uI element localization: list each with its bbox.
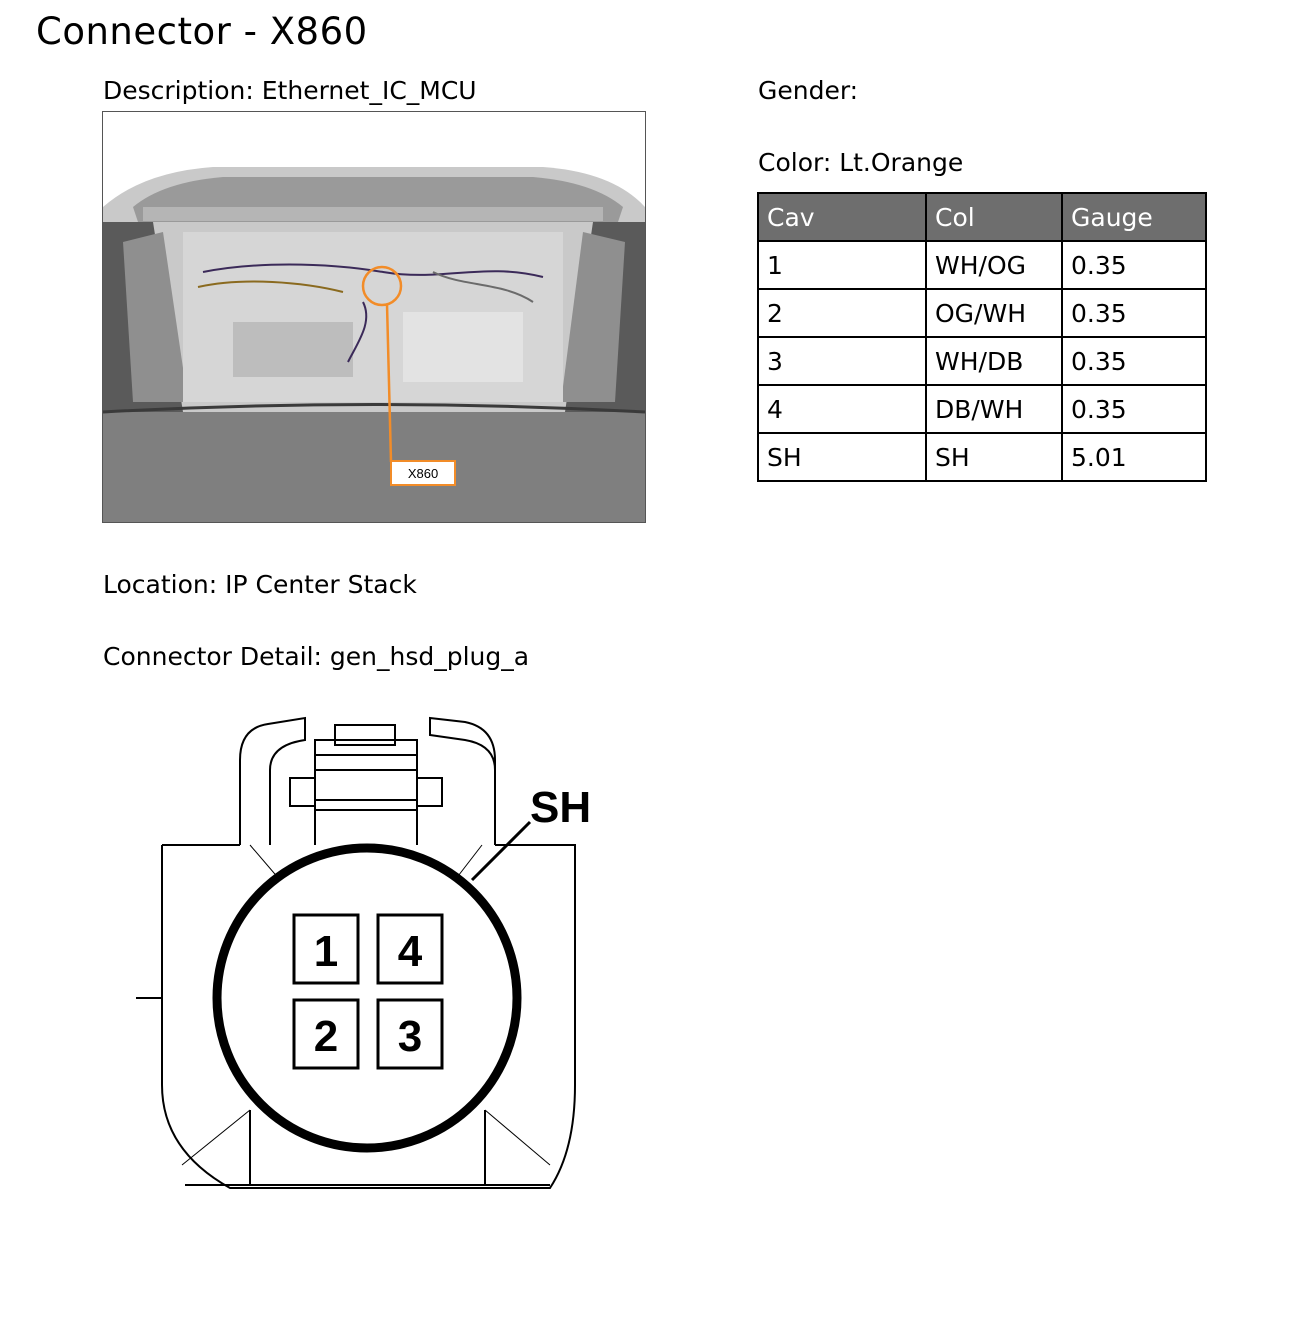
table-row (758, 289, 1206, 337)
location-photo (102, 111, 646, 523)
cav-cell: 2 (758, 289, 926, 337)
col-cell: OG/WH (926, 289, 1062, 337)
cavity-3-label: 3 (397, 1012, 423, 1061)
callout-label: X860 (407, 466, 439, 481)
col-cell: SH (926, 433, 1062, 481)
connector-detail-label: Connector Detail: gen_hsd_plug_a (103, 642, 530, 671)
col-cell: DB/WH (926, 385, 1062, 433)
table-row (758, 385, 1206, 433)
table-header-row (758, 193, 1206, 241)
cav-cell: 4 (758, 385, 926, 433)
shield-label: SH (530, 783, 592, 832)
location-label: Location: IP Center Stack (103, 570, 417, 599)
cavity-2-label: 2 (313, 1012, 339, 1061)
connector-face-diagram (120, 700, 620, 1204)
gauge-cell: 0.35 (1062, 337, 1206, 385)
table-row (758, 433, 1206, 481)
gender-label: Gender: (758, 76, 859, 105)
header-gauge: Gauge (1062, 193, 1206, 241)
cav-cell: 3 (758, 337, 926, 385)
cavity-4-label: 4 (397, 927, 423, 976)
cav-cell: SH (758, 433, 926, 481)
header-cav: Cav (758, 193, 926, 241)
header-col: Col (926, 193, 1062, 241)
table-row (758, 241, 1206, 289)
connector-drawing (120, 700, 620, 1200)
table-row (758, 337, 1206, 385)
shield-ring (217, 848, 517, 1148)
gauge-cell: 5.01 (1062, 433, 1206, 481)
color-label: Color: Lt.Orange (758, 148, 964, 177)
gauge-cell: 0.35 (1062, 241, 1206, 289)
col-cell: WH/OG (926, 241, 1062, 289)
cavity-1-label: 1 (313, 927, 339, 976)
cav-cell: 1 (758, 241, 926, 289)
description-label: Description: Ethernet_IC_MCU (103, 76, 477, 105)
shield-leader-line (472, 822, 530, 880)
pinout-table (757, 192, 1207, 482)
page-title: Connector - X860 (36, 10, 368, 53)
col-cell: WH/DB (926, 337, 1062, 385)
vehicle-interior-illustration (103, 112, 645, 522)
gauge-cell: 0.35 (1062, 289, 1206, 337)
gauge-cell: 0.35 (1062, 385, 1206, 433)
